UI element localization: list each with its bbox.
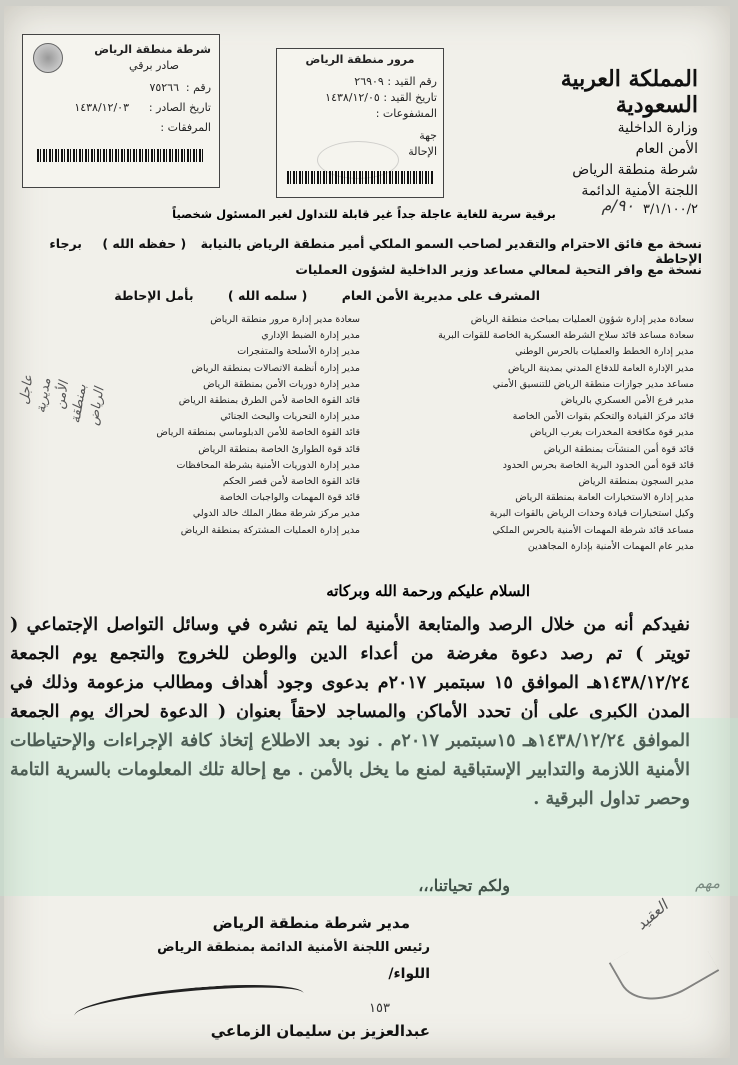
stamp-referral: الإحالة: [408, 145, 437, 158]
classification-notice: برقية سرية للغاية عاجلة جداً غير قابلة للتداول لغير المسئول شخصياً: [172, 207, 556, 221]
dist-right-item: مدير قوة مكافحة المخدرات بغرب الرياض: [529, 427, 694, 439]
dist-left-item: مدير إدارة دوريات الأمن بمنطقة الرياض: [203, 378, 360, 390]
dist-left-item: مدير إدارة الأسلحة والمتفجرات: [237, 346, 360, 358]
outgoing-number-label: رقم :: [185, 81, 211, 94]
signatory-rank: اللواء/: [388, 966, 430, 982]
document-page: [4, 6, 730, 1058]
dist-left-item: مدير إدارة أنظمة الاتصالات بمنطقة الرياض: [191, 362, 360, 374]
dist-left-item: سعادة مدير إدارة مرور منطقة الرياض: [210, 314, 360, 325]
greeting: السلام عليكم ورحمة الله وبركاته: [326, 582, 530, 600]
dist-right-item: مدير الإدارة العامة للدفاع المدني بمدينة الرياض: [508, 362, 694, 374]
letterhead: [538, 66, 698, 217]
dist-right-item: مدير عام المهمات الأمنية بإدارة المجاهدين: [527, 540, 694, 552]
standing-committee: اللجنة الأمنية الدائمة: [581, 183, 698, 199]
dist-right-item: مساعد مدير جوازات منطقة الرياض للتنسيق الأمني: [492, 378, 694, 390]
handwritten-ref: ٩٠/م: [601, 196, 634, 215]
distribution-list-left: [70, 312, 360, 539]
right-signature-scribble-icon: [609, 917, 720, 1017]
traffic-registration-stamp: [276, 48, 444, 198]
copy-1-honor: ( حفظه الله ): [102, 236, 187, 251]
kingdom-name: المملكة العربية السعودية: [560, 66, 698, 118]
bottom-number: ١٥٣: [369, 1001, 390, 1016]
telegram-body: نفيدكم أنه من خلال الرصد والمتابعة الأمنية لما يتم نشره في وسائل التواصل الإجتماعي ( تويتر ) تم رصد دعوة مغرضة من أعداء الدين والوطن للخروج والتجمع يوم الجمعة ١٤٣٨/١٢/٢٤هـ الموافق ١٥ سبتمبر ٢٠١٧م بدعوى وجود أهداف ومطالب مزعومة وذلك في المدن الكبرى على أن تحدد الأماكن والمساجد لاحقاً بعنوان ( الدعوة لحراك يوم الجمعة الموافق ١٤٣٨/١٢/٢٤هـ ١٥سبتمبر ٢٠١٧م . نود بعد الاطلاع إتخاذ كافة الإجراءات والإحتياطات الأمنية اللازمة والتدابير الإستباقية لمنع ما يخل بالأمن . مع إحالة تلك المعلومات بالسرية التامة وحصر تداول البرقية .: [10, 615, 690, 809]
dist-left-item: قائد القوة الخاصة لأمن الطرق بمنطقة الرياض: [178, 395, 360, 407]
riyadh-police: شرطة منطقة الرياض: [572, 162, 698, 178]
outgoing-title: شرطة منطقة الرياض: [94, 43, 211, 56]
stamp-barcode-icon: [287, 171, 433, 184]
signatory-name: عبدالعزيز بن سليمان الزماعي: [210, 1022, 430, 1040]
dist-right-item: وكيل استخبارات قيادة وحدات الرياض بالقوات البرية: [489, 508, 694, 520]
copy-3-request: بأمل الإحاطة: [114, 288, 194, 303]
outgoing-subtitle: صادر برقي: [129, 59, 179, 72]
dist-right-item: مدير السجون بمنطقة الرياض: [578, 476, 694, 488]
dist-right-item: سعادة مدير إدارة شؤون العمليات بمباحث منطقة الرياض: [470, 314, 694, 325]
dist-right-item: مدير فرع الأمن العسكري بالرياض: [560, 395, 694, 407]
stamp-party: جهة: [419, 129, 437, 142]
outgoing-date-label: تاريخ الصادر :: [148, 101, 211, 114]
dist-left-item: قائد القوة الخاصة للأمن الدبلوماسي بمنطقة الرياض: [156, 427, 360, 439]
stamp-title: مرور منطقة الرياض: [305, 53, 415, 66]
dist-left-item: مدير إدارة الضبط الإداري: [261, 330, 360, 342]
outgoing-date: ١٤٣٨/١٢/٠٣: [74, 101, 129, 114]
right-handwritten-rank: العقيد: [632, 896, 672, 934]
copy-1-text: نسخة مع فائق الاحترام والتقدير لصاحب السمو الملكي أمير منطقة الرياض بالنيابة: [200, 236, 702, 251]
dist-left-item: قائد قوة الطوارئ الخاصة بمنطقة الرياض: [198, 443, 360, 455]
dist-right-item: مساعد قائد شرطة المهمات الأمنية بالحرس الملكي: [492, 524, 694, 536]
right-handwritten-mark: مهم: [695, 874, 720, 892]
distribution-list-right: [384, 312, 694, 555]
outgoing-telegram-stamp: [22, 34, 220, 188]
dist-right-item: قائد مركز القيادة والتحكم بقوات الأمن الخاصة: [512, 411, 694, 423]
copy-1-request: برجاء الإحاطة: [49, 236, 702, 266]
dist-left-item: قائد القوة الخاصة لأمن قصر الحكم: [222, 476, 360, 488]
closing: ولكم تحياتنا،،،: [418, 876, 510, 895]
ministry-name: وزارة الداخلية: [617, 120, 698, 136]
dist-left-item: قائد قوة المهمات والواجبات الخاصة: [219, 492, 360, 504]
outgoing-barcode-icon: [37, 149, 205, 162]
copy-line-3: [40, 288, 540, 303]
dist-right-item: قائد قوة أمن الحدود البرية الخاصة بحرس الحدود: [502, 459, 694, 471]
signatory-title: مدير شرطة منطقة الرياض: [212, 914, 410, 932]
outgoing-number: ٧٥٢٦٦: [149, 81, 179, 94]
dist-left-item: مدير إدارة التحريات والبحث الجنائي: [220, 411, 360, 423]
dist-right-item: سعادة مساعد قائد سلاح الشرطة العسكرية الخاصة للقوات البرية: [438, 330, 694, 342]
dist-right-item: مدير إدارة الخطط والعمليات بالحرس الوطني: [515, 346, 694, 358]
police-emblem-icon: [33, 43, 63, 73]
stamp-attachments: المشفوعات :: [375, 107, 437, 120]
dist-right-item: قائد قوة أمن المنشآت بمنطقة الرياض: [543, 443, 694, 455]
stamp-ref-number: رقم القيد : ٢٦٩٠٩: [354, 75, 437, 88]
public-security: الأمن العام: [635, 141, 698, 157]
copy-line-2: نسخة مع وافر التحية لمعالي مساعد وزير الداخلية لشؤون العمليات: [295, 262, 702, 277]
signatory-role: رئيس اللجنة الأمنية الدائمة بمنطقة الرياض: [157, 940, 430, 955]
outgoing-attachments: المرفقات :: [160, 121, 211, 134]
dist-right-item: مدير إدارة الاستخبارات العامة بمنطقة الرياض: [515, 492, 694, 504]
dist-left-item: مدير إدارة الدوريات الأمنية بشرطة المحافظات: [176, 459, 360, 471]
dist-left-item: مدير مركز شرطة مطار الملك خالد الدولي: [192, 508, 360, 520]
dist-left-item: مدير إدارة العمليات المشتركة بمنطقة الرياض: [180, 524, 360, 536]
reference-number: ٣/١/١٠٠/٢: [642, 202, 698, 217]
stamp-date: تاريخ القيد : ١٤٣٨/١٢/٠٥: [325, 91, 437, 104]
margin-handwritten-note: عاجل مديرية الأمن بمنطقة الرياض: [16, 373, 108, 427]
copy-3-honor: ( سلمه الله ): [227, 288, 308, 303]
copy-3-text: المشرف على مديرية الأمن العام: [341, 288, 540, 303]
